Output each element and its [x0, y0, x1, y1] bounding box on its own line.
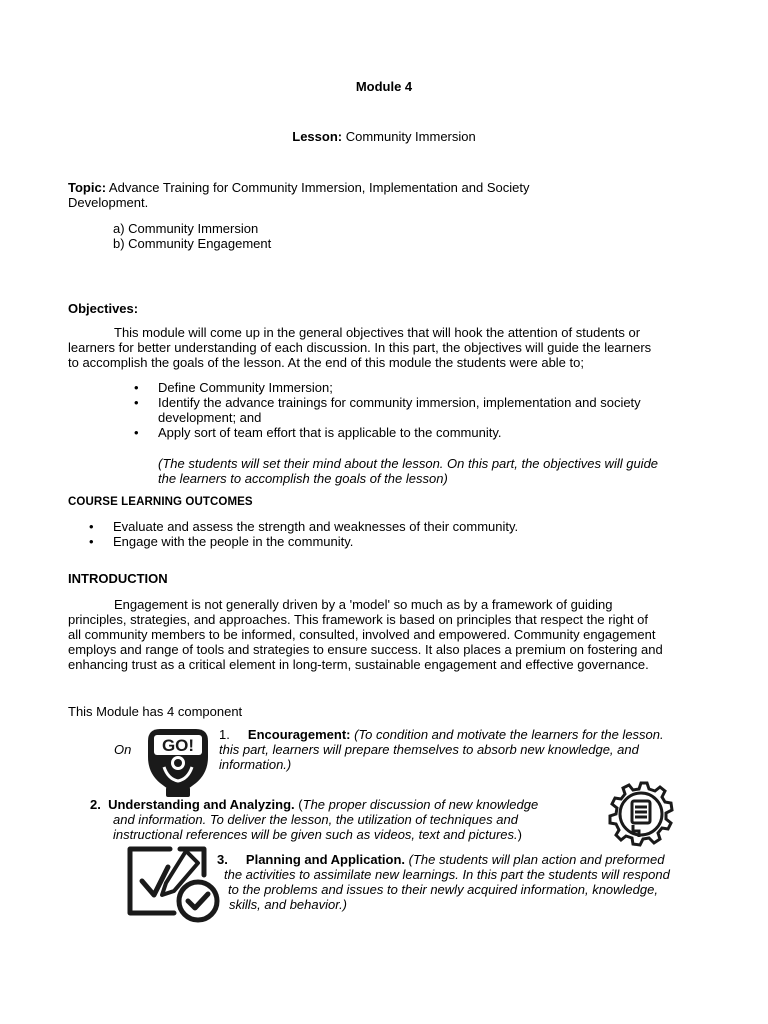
objectives-paragraph: [68, 325, 718, 370]
topic-list: [113, 221, 271, 251]
component-3-num: 3.: [217, 852, 228, 867]
introduction-line: employs and range of tools and strategies to ensure success. It also places a premium on fostering and: [68, 642, 663, 657]
topic-item: b) Community Engagement: [113, 236, 272, 251]
component-1-line1: (To condition and motivate the learners for the lesson.: [350, 727, 664, 742]
topic: [68, 180, 708, 210]
go-icon-text: GO!: [161, 736, 195, 755]
introduction-line: Engagement is not generally driven by a 'model' so much as by a framework of guiding: [114, 597, 613, 612]
objectives-line: to accomplish the goals of the lesson. At the end of this module the students were able to;: [68, 355, 584, 370]
component-1-title: Encouragement:: [247, 727, 351, 742]
objectives-line: This module will come up in the general objectives that will hook the attention of students or: [114, 325, 641, 340]
objectives-note-line: the learners to accomplish the goals of the lesson): [158, 471, 448, 486]
component-2-line2: and information. To deliver the lesson, the utilization of techniques and: [113, 812, 518, 827]
component-1: [219, 727, 709, 772]
component-2-num: 2.: [90, 797, 101, 812]
objectives-line: learners for better understanding of each discussion. In this part, the objectives will guide the learners: [68, 340, 652, 355]
objective-bullet: • Identify the advance trainings for community immersion, implementation and society: [158, 395, 718, 410]
introduction-line: principles, strategies, and approaches. This framework is based on principles that respect the right of: [68, 612, 649, 627]
outcomes-heading: COURSE LEARNING OUTCOMES: [68, 494, 253, 508]
component-2-line3: instructional references will be given such as videos, text and pictures.: [113, 827, 518, 842]
topic-line1: Advance Training for Community Immersion, Implementation and Society: [106, 180, 530, 195]
component-3-line4: skills, and behavior.): [229, 897, 348, 912]
component-1-num: 1.: [219, 727, 230, 742]
objective-bullet: • Define Community Immersion;: [158, 380, 718, 395]
lesson-value: Community Immersion: [342, 129, 476, 144]
objectives-note: [158, 456, 718, 486]
topic-label: Topic:: [68, 180, 107, 195]
component-2-title: Understanding and Analyzing.: [108, 797, 295, 812]
component-1-line3: information.): [219, 757, 292, 772]
topic-line2: Development.: [68, 195, 149, 210]
objective-bullet-cont: development; and: [158, 410, 262, 425]
introduction-line: enhancing trust as a critical element in long-term, sustainable engagement and effective governance.: [68, 657, 649, 672]
component-3-line2: the activities to assimilate new learnings. In this part the students will respond: [224, 867, 670, 882]
component-3-title: Planning and Application.: [245, 852, 406, 867]
component-3: [217, 852, 707, 912]
introduction-paragraph: [68, 597, 718, 672]
module-title: Module 4: [355, 79, 413, 94]
objectives-heading: Objectives:: [68, 301, 139, 316]
outcome-bullet: • Engage with the people in the community.: [113, 534, 713, 549]
lesson-label: Lesson:: [292, 129, 343, 144]
component-3-line3: to the problems and issues to their newly acquired information, knowledge,: [228, 882, 658, 897]
objective-bullet: • Apply sort of team effort that is applicable to the community.: [158, 425, 718, 440]
outcomes-bullets: [113, 519, 713, 549]
components-intro: This Module has 4 component: [68, 704, 243, 719]
component-2-paren-close: ): [517, 827, 522, 842]
component-2-paren-open: (: [294, 797, 303, 812]
component-1-on: On: [114, 742, 132, 757]
go-icon: [144, 727, 212, 799]
component-2-line1: The proper discussion of new knowledge: [302, 797, 539, 812]
checklist-edit-icon: [124, 845, 222, 923]
objectives-note-line: (The students will set their mind about the lesson. On this part, the objectives will guide: [158, 456, 659, 471]
introduction-line: all community members to be informed, consulted, involved and empowered. Community engagement: [68, 627, 656, 642]
topic-item: a) Community Immersion: [113, 221, 259, 236]
outcome-bullet: • Evaluate and assess the strength and weaknesses of their community.: [113, 519, 713, 534]
component-2: [90, 797, 590, 842]
gear-head-icon: [603, 779, 679, 851]
introduction-heading: INTRODUCTION: [68, 571, 168, 586]
component-3-line1: (The students will plan action and preformed: [405, 852, 665, 867]
lesson-line: [0, 129, 768, 144]
objectives-bullets: [158, 380, 718, 440]
component-1-line2: this part, learners will prepare themselves to absorb new knowledge, and: [219, 742, 639, 757]
